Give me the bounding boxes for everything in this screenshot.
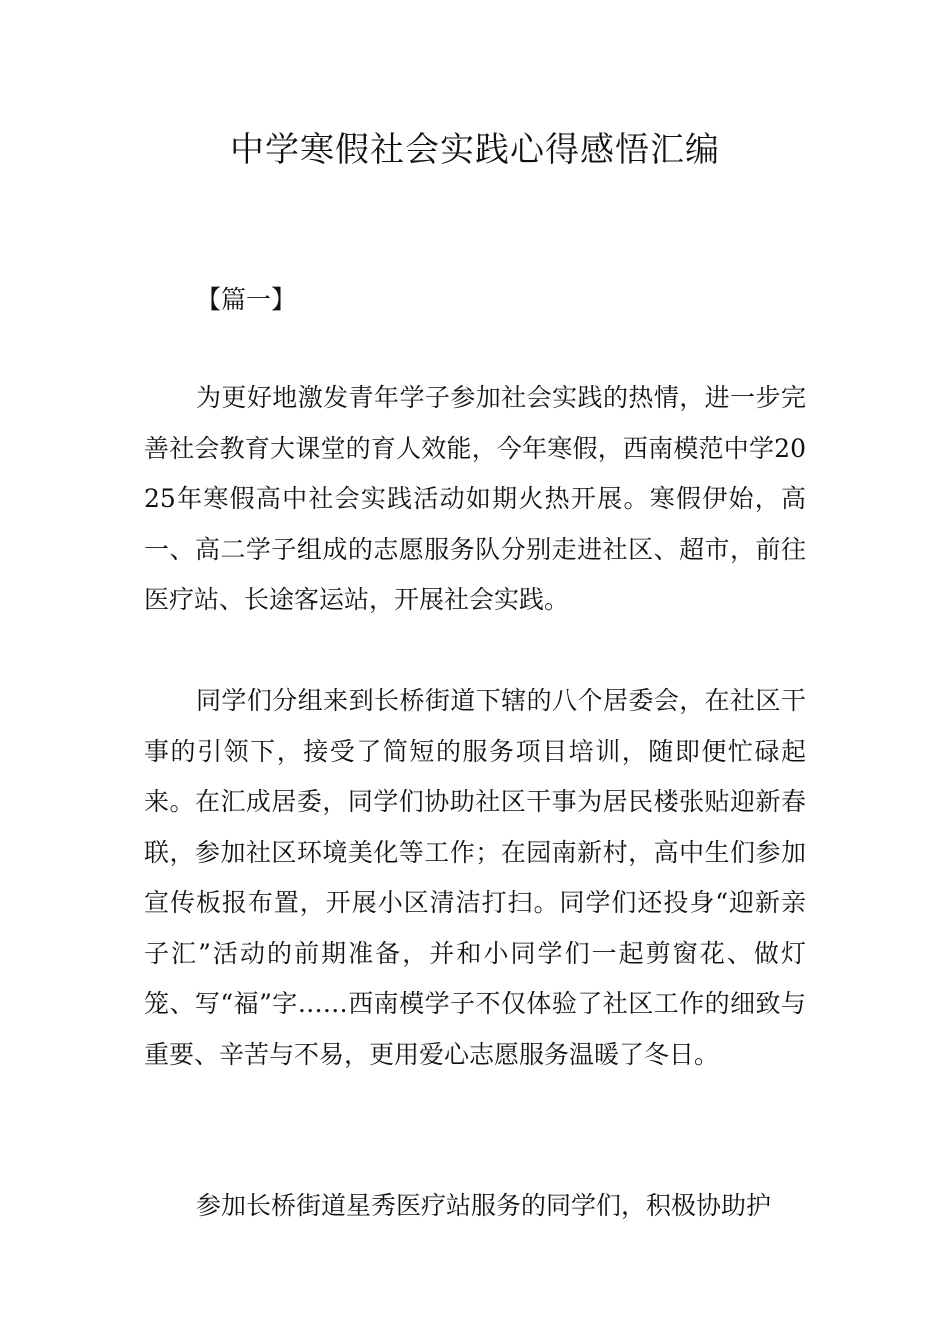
body-paragraph: 参加长桥街道星秀医疗站服务的同学们，积极协助护 bbox=[196, 1191, 772, 1220]
body-paragraph: 同学们分组来到长桥街道下辖的八个居委会，在社区干事的引领下，接受了简短的服务项目培训，随即便忙碌起来。在汇成居委，同学们协助社区干事为居民楼张贴迎新春联，参加社区环境美化等工作；在园南新村，高中生们参加宣传板报布置，开展小区清洁打扫。同学们还投身“迎新亲子汇”活动的前期准备，并和小同学们一起剪窗花、做灯笼、写“福”字……西南模学子不仅体验了社区工作的细致与重要、辛苦与不易，更用爱心志愿服务温暖了冬日。 bbox=[144, 686, 806, 1069]
section-heading: 【篇一】 bbox=[196, 285, 297, 314]
document-title: 中学寒假社会实践心得感悟汇编 bbox=[230, 130, 720, 170]
body-paragraph: 为更好地激发青年学子参加社会实践的热情，进一步完善社会教育大课堂的育人效能，今年寒假，西南模范中学2025年寒假高中社会实践活动如期火热开展。寒假伊始，高一、高二学子组成的志愿服务队分别走进社区、超市，前往医疗站、长途客运站，开展社会实践。 bbox=[144, 383, 806, 614]
